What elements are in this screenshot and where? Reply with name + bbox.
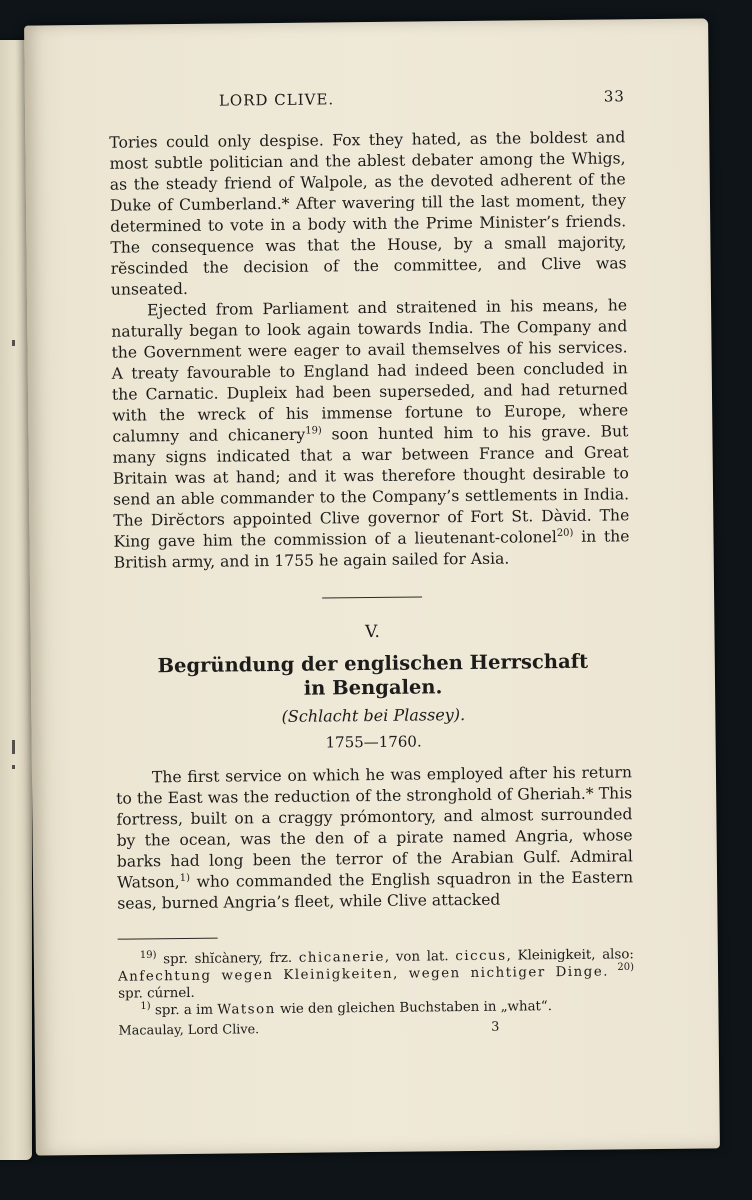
footnote-marker: 19) (139, 949, 157, 961)
chapter-heading (115, 649, 631, 702)
footnote-text: wie den gleichen Buchstaben in „what“. (275, 999, 553, 1018)
footnote-ref-1: 1) (179, 872, 191, 884)
footnote-term: Watson (217, 1002, 276, 1018)
book-page (24, 18, 720, 1155)
chapter-years: 1755—1760. (325, 732, 422, 752)
paragraph-text: in the British army, and in 1755 he again sailed for Asia. (113, 527, 630, 572)
section-separator (322, 596, 422, 598)
page-edge-mark (12, 340, 15, 346)
footnote-text: spr. cúrnel. (118, 985, 195, 1002)
paragraph-text: Ejected from Parliament and straitened in his means, he naturally began to look again towards India. The Company and the Government were eager to avail themselves of his services. A treaty favourable to England had indeed been concluded in the Carnatic. Dupleix had been superseded, and had returned with the wreck of his immense fortune to Europe, where calumny and chicanery (111, 296, 629, 446)
paragraph-text: soon hunted him to his grave. But many signs indicated that a war between France and Great Britain was at hand; and it was therefore thought desirable to send an able commander to the Company’s settlements in India. The Dirĕctors appointed Clive governor of Fort St. Dàvid. The King gave him the commission of a lieutenant-colonel (112, 422, 630, 551)
footnote-marker: 20) (617, 961, 635, 973)
footnote-text: , Kleinigkeit, also: (506, 947, 634, 964)
footnote-19-20 (118, 946, 635, 1002)
page-edge-mark (12, 765, 15, 769)
page-edge-mark (12, 740, 15, 754)
footnote-text: spr. shĭcànery, frz. (156, 950, 299, 968)
paragraph-text: The first service on which he was employed after his return to the East was the reduction of the stronghold of Gheriah.* This fortress, built on a craggy prómontory, and almost surrounded by the ocean, was the den of a pirate named Angria, whose barks had long been the terror of the Arabian Gulf. Admiral Watson, (116, 763, 633, 892)
footnote-text: spr. a im (150, 1002, 218, 1019)
paragraph-ejected (111, 295, 630, 573)
footnote-text: , von lat. (384, 949, 456, 965)
page-content (109, 87, 635, 1038)
footnote-term: ciccus (455, 948, 507, 965)
bottom-line (119, 1018, 635, 1038)
footnote-ref-20: 20) (556, 527, 574, 539)
chapter-number: V. (365, 621, 380, 643)
paragraph-text: who commanded the English squadron in the Eastern seas, burned Angria’s fleet, while Clive attacked (117, 868, 634, 913)
footnote-term: Anfechtung wegen Kleinigkeiten, wegen nichtiger Dinge. (117, 964, 610, 985)
running-title: LORD CLIVE. (218, 90, 335, 110)
signature-mark: 3 (491, 1019, 500, 1035)
footnote-separator (118, 938, 218, 940)
paragraph-tories: Tories could only despise. Fox they hated, as the boldest and most subtle politician and the ablest debater among the Whigs, as the steady friend of Walpole, as the devoted adherent of the Duke of Cumberland.* After wavering till the last moment, they determined to vote in a body with the Prime Minister’s friends. The consequence was that the House, by a small majority, rĕscinded the decision of the committee, and Clive was unseated. (109, 128, 627, 299)
chapter-heading-line: in Bengalen. (303, 675, 443, 700)
footnote-marker: 1) (140, 1000, 151, 1012)
footnote-ref-19: 19) (305, 425, 322, 437)
paragraph-first-service (116, 762, 634, 914)
footnote-term: chicanerie (298, 949, 385, 966)
chapter-heading-line: Begründung der englischen Herrschaft (157, 649, 589, 678)
chapter-subtitle: (Schlacht bei Plassey). (281, 705, 466, 726)
running-header (109, 87, 625, 110)
source-line: Macaulay, Lord Clive. (118, 1022, 260, 1039)
page-number: 33 (603, 87, 625, 106)
